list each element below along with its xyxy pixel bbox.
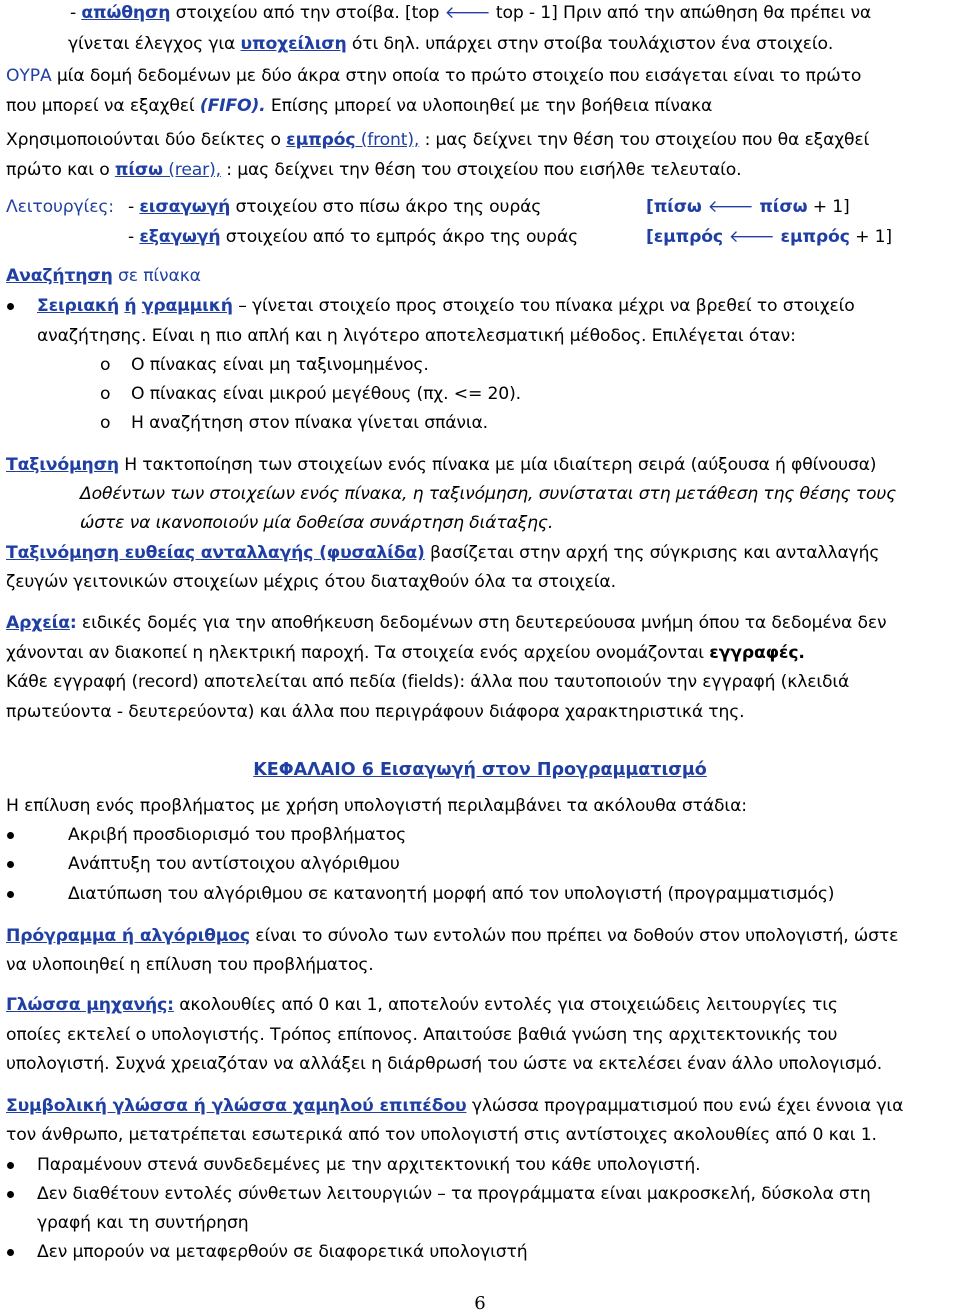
machine-lang-line2: οποίες εκτελεί ο υπολογιστής. Τρόπος επίπονος. Απαιτούσε βαθιά γνώση της αρχιτεκτονικής του [6,1025,838,1045]
symbolic-lang-line2: τον άνθρωπο, μετατρέπεται εσωτερικά από τον υπολογιστή στις αντίστοιχες ακολουθίες από 0 και 1. [6,1125,877,1145]
symbolic-bullet-2-line1: Δεν διαθέτουν εντολές σύνθετων λειτουργιών – τα προγράμματα είναι μακροσκελή, δύσκολα στη [37,1184,871,1204]
queue-pointers-line2: πρώτο και ο πίσω (rear), : μας δείχνει την θέση του στοιχείου που εισήλθε τελευταίο. [6,160,742,180]
queue-op-extract: - εξαγωγή στοιχείου από το εμπρός άκρο της ουράς [128,227,579,247]
queue-term: ΟΥΡΑ [6,66,52,86]
program-line2: να υλοποιηθεί η επίλυση του προβλήματος. [6,955,374,975]
stack-pop-line: - απώθηση στοιχείου από την στοίβα. [top 🡐 top - 1] Πριν από την απώθηση θα πρέπει να [70,3,872,23]
files-line4: πρωτεύοντα - δευτερεύοντα) και άλλα που περιγράφουν διάφορα χαρακτηριστικά της. [6,702,745,722]
underflow-keyword: υποχείλιση [240,34,347,54]
bubble-sort-line2: ζευγών γειτονικών στοιχείων μέχρις ότου διαταχθούν όλα τα στοιχεία. [6,572,616,592]
files-line1: Αρχεία: ειδικές δομές για την αποθήκευση δεδομένων στη δευτερεύουσα μνήμη όπου τα δεδομένα δεν [6,613,887,633]
queue-op-insert-formula: [πίσω 🡐 πίσω + 1] [646,197,850,217]
left-arrow-icon: 🡐 [444,3,491,23]
symbolic-bullet-3: Δεν μπορούν να μεταφερθούν σε διαφορετικά υπολογιστή [37,1242,528,1262]
stage-1: Ακριβή προσδιορισμό του προβλήματος [68,825,407,845]
queue-definition-line2: που μπορεί να εξαχθεί (FIFO). Επίσης μπορεί να υλοποιηθεί με την βοήθεια πίνακα [6,96,713,116]
left-arrow-icon: 🡐 [728,227,775,247]
queue-ops-label: Λειτουργίες: [6,197,114,217]
rear-keyword: πίσω [114,160,163,180]
search-sequential-line1: Σειριακή ή γραμμική – γίνεται στοιχείο προς στοιχείο του πίνακα μέχρι να βρεθεί το στοιχείο [37,296,855,316]
sort-definition: Ταξινόμηση Η τακτοποίηση των στοιχείων ενός πίνακα με μία ιδιαίτερη σειρά (αύξουσα ή φθίνουσα) [6,455,877,475]
page-number: 6 [474,1293,486,1314]
symbolic-lang-line1: Συμβολική γλώσσα ή γλώσσα χαμηλού επιπέδου γλώσσα προγραμματισμού που ενώ έχει έννοια για [6,1096,904,1116]
bullet-icon [7,1162,14,1169]
bullet-icon [7,861,14,868]
bubble-sort-line1: Ταξινόμηση ευθείας ανταλλαγής (φυσαλίδα) βασίζεται στην αρχή της σύγκρισης και ανταλλαγής [6,543,880,563]
queue-op-extract-formula: [εμπρός 🡐 εμπρός + 1] [646,227,892,247]
bullet-icon [7,1249,14,1256]
circle-bullet-icon: o [100,384,111,404]
search-heading: Αναζήτηση σε πίνακα [6,266,201,286]
chapter-heading: ΚΕΦΑΛΑΙΟ 6 Εισαγωγή στον Προγραμματισμό [253,760,707,780]
fifo-label: (FIFO). [199,96,266,116]
search-sequential-line2: αναζήτησης. Είναι η πιο απλή και η λιγότερο αποτελεσματική μέθοδος. Επιλέγεται όταν: [37,326,796,346]
chapter-intro: Η επίλυση ενός προβλήματος με χρήση υπολογιστή περιλαμβάνει τα ακόλουθα στάδια: [6,796,747,816]
queue-definition-line1: ΟΥΡΑ μία δομή δεδομένων με δύο άκρα στην οποία το πρώτο στοιχείο που εισάγεται είναι το πρώτο [6,66,862,86]
queue-pointers-line1: Χρησιμοποιούνται δύο δείκτες ο εμπρός (front), : μας δείχνει την θέση του στοιχείου που θα εξαχθεί [6,130,870,150]
stage-3: Διατύπωση του αλγόριθμου σε κατανοητή μορφή από τον υπολογιστή (προγραμματισμός) [68,884,835,904]
machine-lang-line1: Γλώσσα μηχανής: ακολουθίες από 0 και 1, αποτελούν εντολές για στοιχειώδεις λειτουργίες τις [6,995,838,1015]
front-keyword: εμπρός [286,130,356,150]
files-line3: Κάθε εγγραφή (record) αποτελείται από πεδία (fields): άλλα που ταυτοποιούν την εγγραφή (κλειδιά [6,672,850,692]
bullet-icon [7,832,14,839]
stack-underflow-line: γίνεται έλεγχος για υποχείλιση ότι δηλ. υπάρχει στην στοίβα τουλάχιστον ένα στοιχείο. [68,34,834,54]
left-arrow-icon: 🡐 [707,197,754,217]
program-line1: Πρόγραμμα ή αλγόριθμος είναι το σύνολο των εντολών που πρέπει να δοθούν στον υπολογιστή, ώστε [6,926,899,946]
files-line2: χάνονται αν διακοπεί η ηλεκτρική παροχή. Τα στοιχεία ενός αρχείου ονομάζονται εγγραφές. [6,643,805,663]
sort-formal-line1: Δοθέντων των στοιχείων ενός πίνακα, η ταξινόμηση, συνίσταται στη μετάθεση της θέσης τους [80,484,897,504]
bullet-icon [7,303,14,310]
search-condition-1: Ο πίνακας είναι μη ταξινομημένος. [131,355,429,375]
pop-keyword: απώθηση [81,3,171,23]
circle-bullet-icon: o [100,413,111,433]
symbolic-bullet-2-line2: γραφή και τη συντήρηση [37,1213,249,1233]
queue-op-insert: - εισαγωγή στοιχείου στο πίσω άκρο της ουράς [128,197,542,217]
circle-bullet-icon: o [100,355,111,375]
search-condition-3: Η αναζήτηση στον πίνακα γίνεται σπάνια. [131,413,488,433]
symbolic-bullet-1: Παραμένουν στενά συνδεδεμένες με την αρχιτεκτονική του κάθε υπολογιστή. [37,1155,701,1175]
bullet-icon [7,891,14,898]
stage-2: Ανάπτυξη του αντίστοιχου αλγόριθμου [68,854,400,874]
bullet-icon [7,1191,14,1198]
search-condition-2: Ο πίνακας είναι μικρού μεγέθους (πχ. <= 20). [131,384,521,404]
sort-formal-line2: ώστε να ικανοποιούν μία δοθείσα συνάρτηση διάταξης. [80,513,554,533]
machine-lang-line3: υπολογιστή. Συχνά χρειαζόταν να αλλάξει η διάρθρωσή του ώστε να εκτελέσει έναν άλλο υπολογισμό. [6,1054,883,1074]
